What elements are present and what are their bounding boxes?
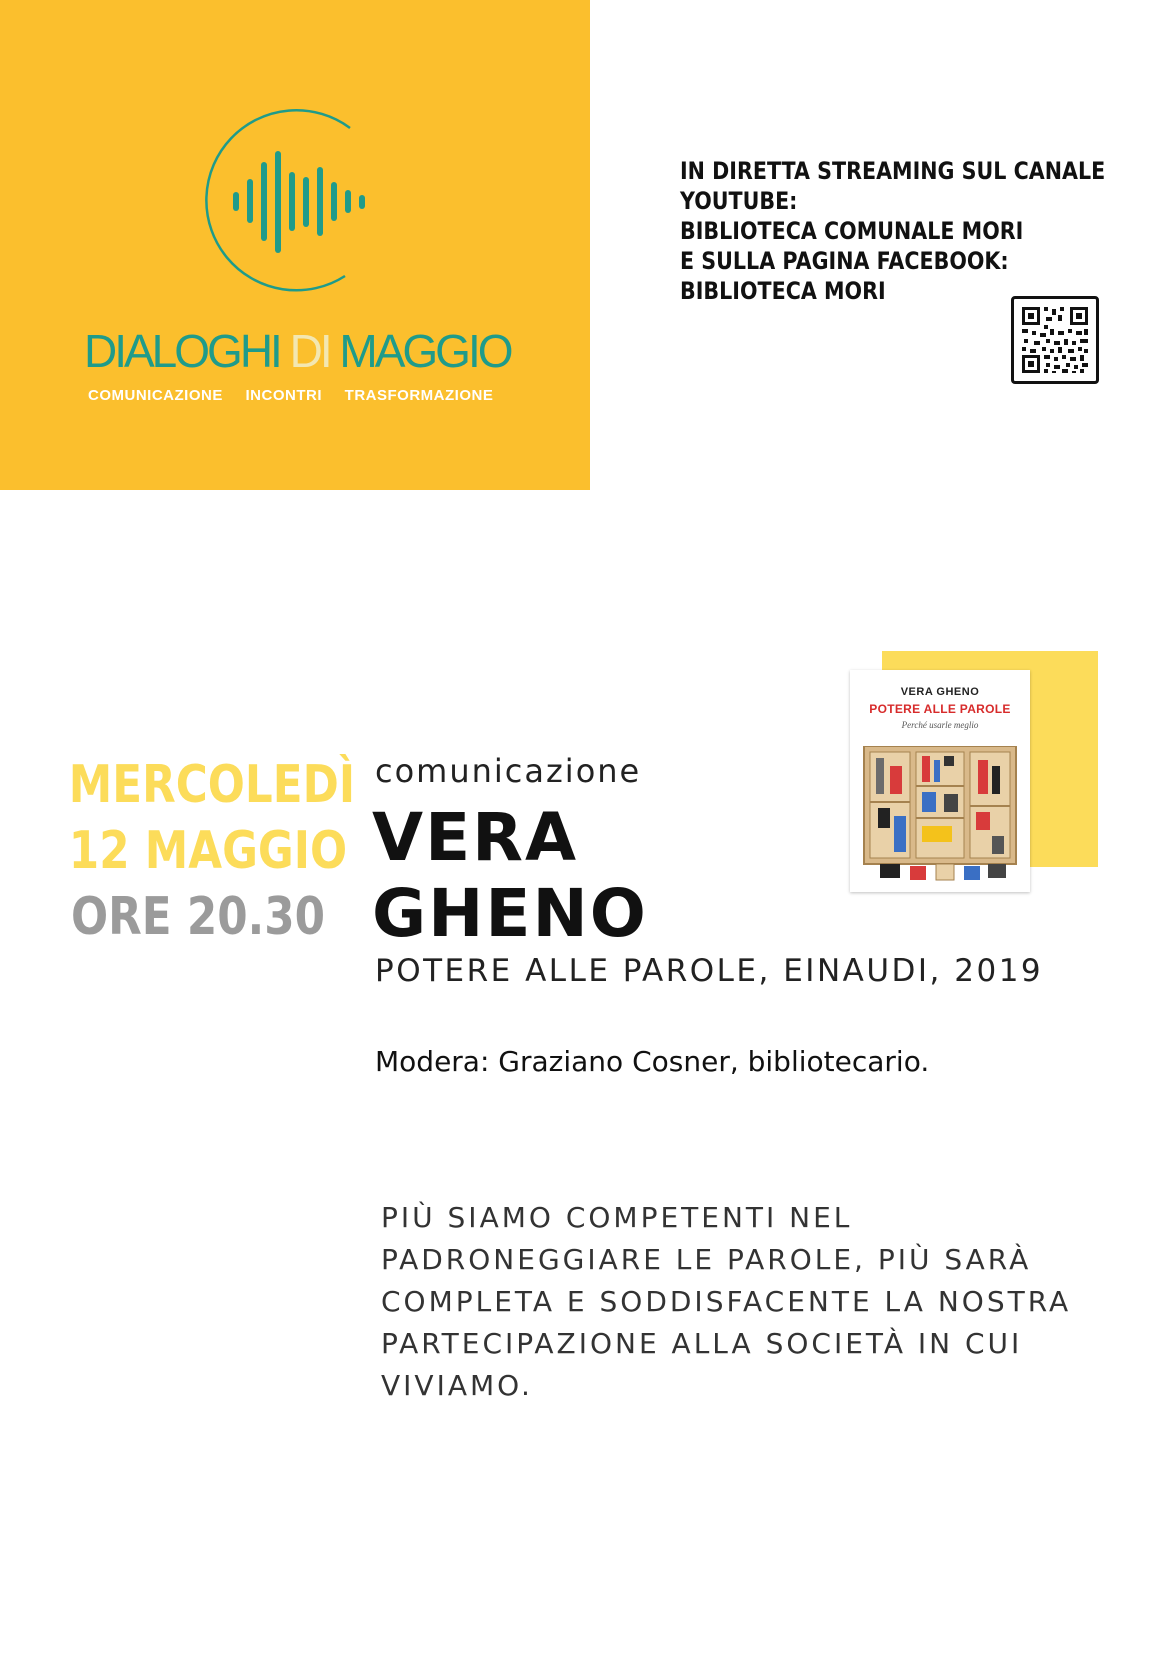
event-date: 12 MAGGIO	[68, 821, 348, 881]
quote-line: PIÙ SIAMO COMPETENTI NEL	[381, 1201, 853, 1234]
event-category: comunicazione	[375, 752, 642, 790]
book-cover	[850, 670, 1030, 892]
speaker-first-name: VERA	[372, 799, 579, 876]
moderator-info: Modera: Graziano Cosner, bibliotecario.	[375, 1045, 930, 1078]
tagline-word: COMUNICAZIONE	[88, 387, 223, 404]
event-quote	[381, 1197, 1081, 1407]
speaker-last-name: GHENO	[372, 875, 648, 952]
tagline-word: INCONTRI	[245, 387, 322, 404]
streaming-info	[680, 156, 1106, 306]
streaming-line: IN DIRETTA STREAMING SUL CANALE	[680, 157, 1106, 185]
quote-line: PADRONEGGIARE LE PAROLE, PIÙ SARÀ	[381, 1243, 1032, 1276]
toolbox-illustration	[860, 746, 1020, 886]
quote-line: COMPLETA E SODDISFACENTE LA NOSTRA	[381, 1285, 1072, 1318]
streaming-line: E SULLA PAGINA FACEBOOK:	[680, 247, 1009, 275]
event-time: ORE 20.30	[71, 887, 325, 947]
quote-line: VIVIAMO.	[381, 1369, 533, 1402]
book-subtitle: Perché usarle meglio	[901, 720, 979, 730]
brand-logo-text: DIALOGHI DI MAGGIO	[84, 325, 511, 377]
event-day: MERCOLEDÌ	[68, 755, 356, 815]
logo-panel	[0, 0, 590, 490]
quote-line: PARTECIPAZIONE ALLA SOCIETÀ IN CUI	[381, 1327, 1023, 1360]
streaming-line: BIBLIOTECA COMUNALE MORI	[680, 217, 1024, 245]
qr-code-icon[interactable]	[1011, 296, 1099, 384]
streaming-line: BIBLIOTECA MORI	[680, 277, 886, 305]
speaker-name	[372, 800, 648, 952]
sound-wave-icon	[180, 100, 380, 300]
book-author: VERA GHENO	[900, 686, 980, 698]
brand-tagline	[88, 387, 528, 404]
streaming-line: YOUTUBE:	[680, 187, 798, 215]
event-datetime	[20, 752, 356, 950]
book-title: POTERE ALLE PAROLE	[869, 702, 1011, 716]
tagline-word: TRASFORMAZIONE	[344, 387, 494, 404]
book-reference: POTERE ALLE PAROLE, EINAUDI, 2019	[375, 953, 1044, 989]
